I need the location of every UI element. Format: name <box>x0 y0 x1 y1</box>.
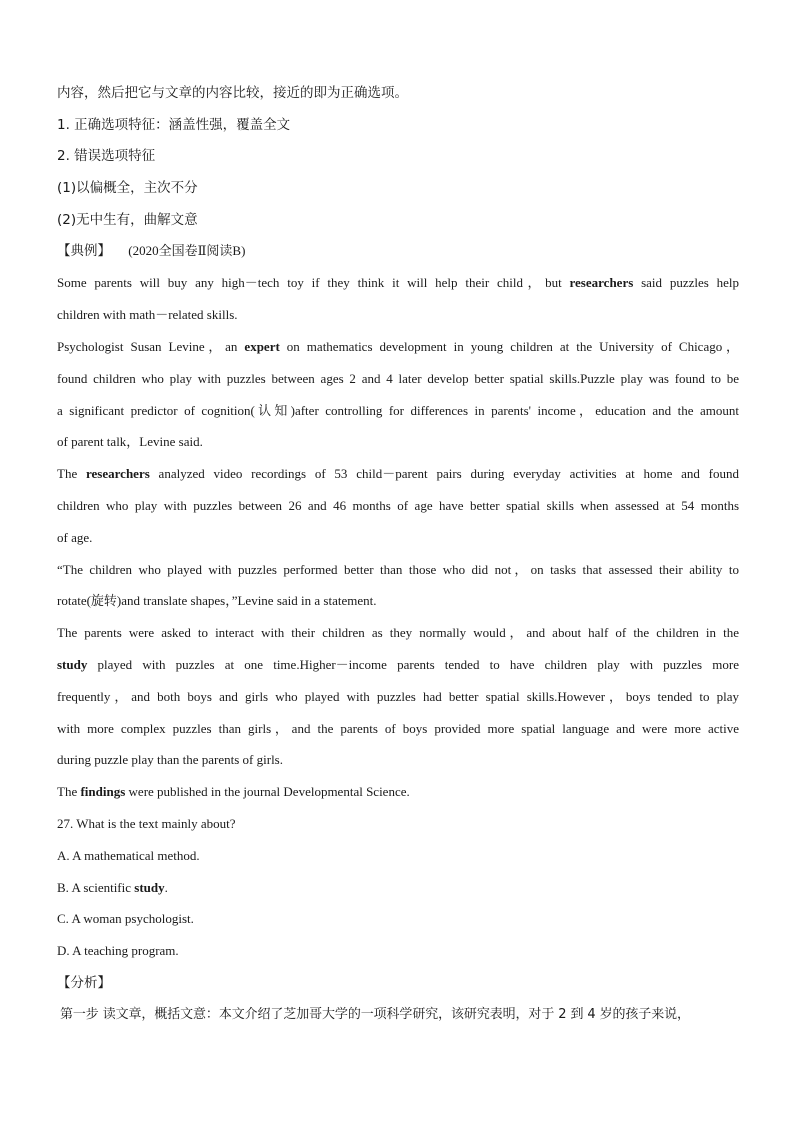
analysis-step1: 第一步 读文章，概括文意：本文介绍了芝加哥大学的一项科学研究，该研究表明，对于 2 到 4 岁的孩子来说， <box>60 1007 690 1022</box>
p1-text-a: Some parents will buy any high－tech toy if they think it will help their child，but <box>57 275 570 290</box>
passage-p2-line3: a significant predictor of cognition(认知)after controlling for differences in parents' income，education and the amount <box>57 403 739 418</box>
p5-text-c: played with puzzles at one time.Higher－income parents tended to have children play with puzzles more <box>87 657 739 672</box>
passage-p4-line2: rotate(旋转)and translate shapes，”Levine said in a statement. <box>57 593 377 608</box>
p2-bold-expert: expert <box>244 339 280 354</box>
passage-p5-line2 <box>57 655 739 675</box>
passage-p5-line5: during puzzle play than the parents of girls. <box>57 752 283 767</box>
wrong-feature-item-2: (2)无中生有，曲解文意 <box>57 212 198 228</box>
option-a: A. A mathematical method. <box>57 848 200 863</box>
p3-bold-researchers: researchers <box>86 466 150 481</box>
p3-text-a: The <box>57 466 86 481</box>
example-label: 【典例】 <box>57 243 111 259</box>
passage-p6-line1 <box>57 782 739 802</box>
passage-p4-line1: “The children who played with puzzles performed better than those who did not，on tasks that assessed their ability to <box>57 562 739 577</box>
passage-p3-line3: of age. <box>57 530 93 545</box>
p6-text-a: The <box>57 784 81 799</box>
wrong-feature-item-1: (1)以偏概全，主次不分 <box>57 180 198 196</box>
example-source: (2020全国卷Ⅱ阅读B) <box>128 243 246 258</box>
passage-p2-line4: of parent talk，Levine said. <box>57 434 203 449</box>
example-heading <box>57 241 739 261</box>
passage-p1-line1 <box>57 273 739 293</box>
passage-p3-line2: children who play with puzzles between 26 and 46 months of age have better spatial skills when assessed at 54 months <box>57 498 739 513</box>
option-b-period: . <box>164 880 168 895</box>
p5-bold-study: study <box>57 657 88 672</box>
p1-bold-researchers: researchers <box>569 275 634 290</box>
option-b-bold-study: study <box>134 880 165 895</box>
passage-p2-line2: found children who play with puzzles between ages 2 and 4 later develop better spatial skills.Puzzle play was found to be <box>57 371 739 386</box>
passage-p5-line4: with more complex puzzles than girls，and the parents of boys provided more spatial language and were more active <box>57 721 739 736</box>
option-d: D. A teaching program. <box>57 943 179 958</box>
passage-p5-line1: The parents were asked to interact with their children as they normally would，and about half of the children in the <box>57 625 739 640</box>
wrong-feature-title: 2. 错误选项特征 <box>57 148 156 164</box>
p1-text-c: said puzzles help <box>633 275 739 290</box>
p2-text-c: on mathematics development in young children at the University of Chicago， <box>279 339 739 354</box>
passage-p3-line1 <box>57 464 739 484</box>
option-b <box>57 878 739 898</box>
p2-text-a: Psychologist Susan Levine，an <box>57 339 245 354</box>
correct-feature-text: 1. 正确选项特征：涵盖性强，覆盖全文 <box>57 117 291 133</box>
option-b-text: B. A scientific <box>57 880 135 895</box>
p3-text-c: analyzed video recordings of 53 child－parent pairs during everyday activities at home and found <box>149 466 740 481</box>
p6-bold-findings: findings <box>80 784 126 799</box>
p6-text-c: were published in the journal Developmental Science. <box>125 784 410 799</box>
question-27: 27. What is the text mainly about? <box>57 816 236 831</box>
analysis-label: 【分析】 <box>57 975 111 991</box>
intro-tail-text: 内容，然后把它与文章的内容比较，接近的即为正确选项。 <box>57 85 408 101</box>
passage-p2-line1 <box>57 337 739 357</box>
option-c: C. A woman psychologist. <box>57 911 194 926</box>
passage-p1-line2: children with math－related skills. <box>57 307 238 322</box>
passage-p5-line3: frequently，and both boys and girls who played with puzzles had better spatial skills.However，boys tended to play <box>57 689 739 704</box>
